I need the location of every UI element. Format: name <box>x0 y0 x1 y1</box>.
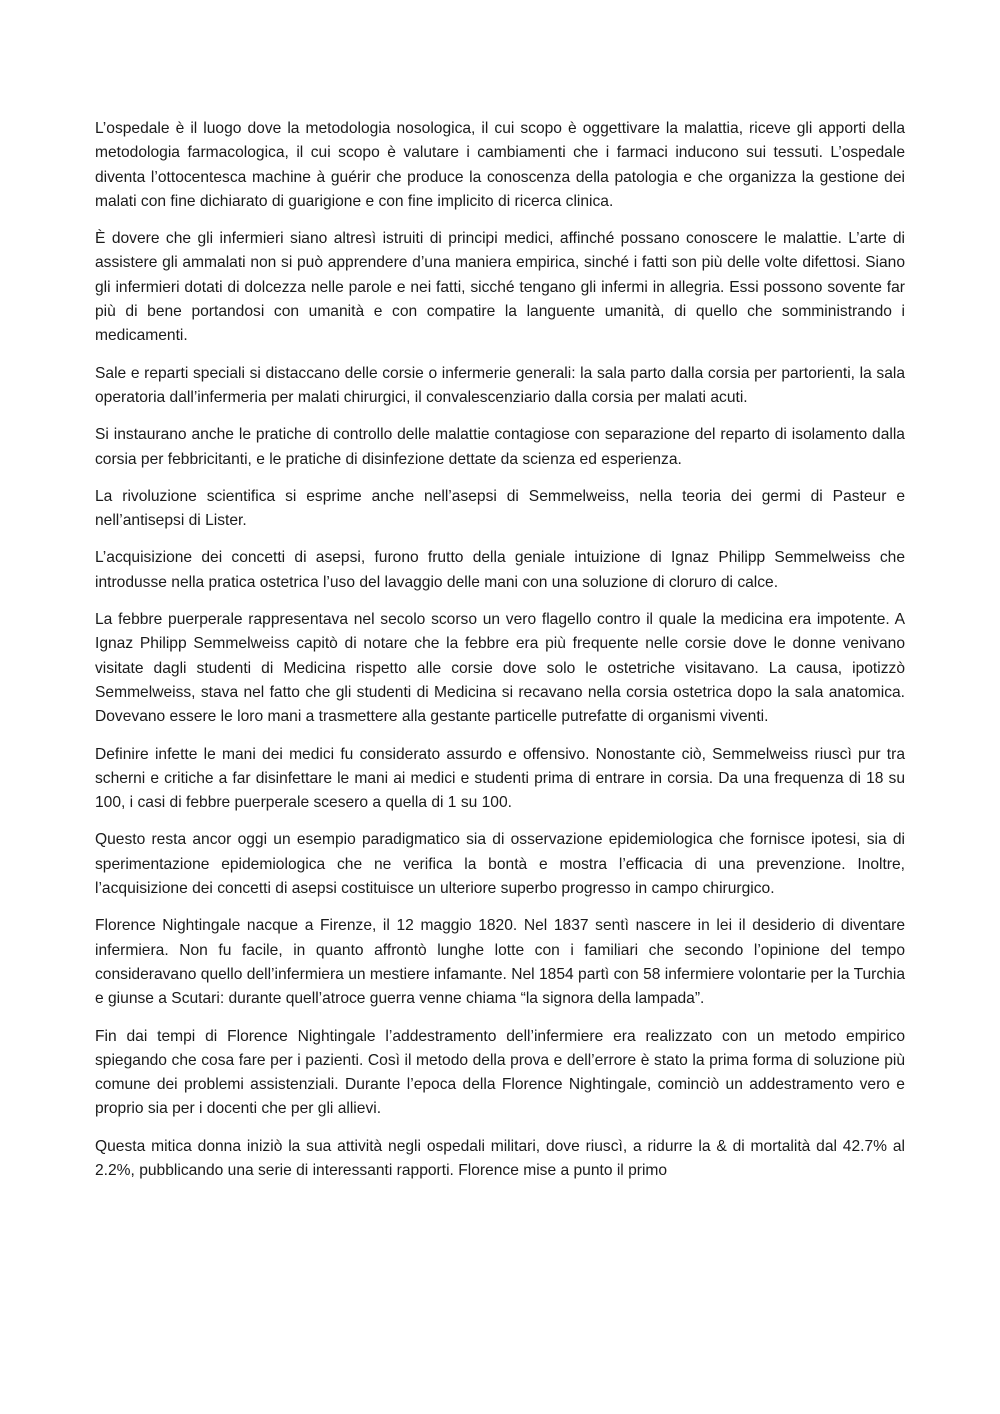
paragraph-scientific-revolution: La rivoluzione scientifica si esprime anche nell’asepsi di Semmelweiss, nella teoria dei germi di Pasteur e nell’antisepsi di Lister. <box>95 487 905 530</box>
paragraph-military-hospitals: Questa mitica donna iniziò la sua attività negli ospedali militari, dove riuscì, a ridurre la & di mortalità dal 42.7% al 2.2%, pubblicando una serie di interessanti rapporti. Florence mise a punto il primo <box>95 1137 905 1179</box>
paragraph-nurse-training: Fin dai tempi di Florence Nightingale l’addestramento dell’infermiere era realizzato con un metodo empirico spiegando che cosa fare per i pazienti. Così il metodo della prova e dell’errore è stato la prima forma di soluzione più comune dei problemi assistenziali. Durante l’epoca della Florence Nightingale, cominciò un addestramento vero e proprio sia per i docenti che per gli allievi. <box>95 1027 905 1118</box>
paragraph-asepsis-concepts: L’acquisizione dei concetti di asepsi, furono frutto della geniale intuizione di Ignaz Philipp Semmelweiss che introdusse nella pratica ostetrica l’uso del lavaggio delle mani con una soluzione di cloruro di calce. <box>95 549 905 591</box>
paragraph-paradigmatic-example: Questo resta ancor oggi un esempio paradigmatico sia di osservazione epidemiologica che fornisce ipotesi, sia di sperimentazione epidemiologica che ne verifica la bontà e mostra l’efficacia di una prevenzione. Inoltre, l’acquisizione dei concetti di asepsi costituisce un ulteriore superbo progresso in campo chirurgico. <box>95 831 905 898</box>
paragraph-florence-nightingale: Florence Nightingale nacque a Firenze, il 12 maggio 1820. Nel 1837 sentì nascere in lei il desiderio di diventare infermiera. Non fu facile, in quanto affrontò lunghe lotte con i familiari che secondo l’opinione del tempo consideravano quello dell’infermiera un mestiere infamante. Nel 1854 partì con 58 infermiere volontarie per la Turchia e giunse a Scutari: durante quell’atroce guerra venne chiama “la signora della lampada”. <box>95 917 905 1008</box>
paragraph-hand-disinfection: Definire infette le mani dei medici fu considerato assurdo e offensivo. Nonostante ciò, Semmelweiss riuscì pur tra scherni e critiche a far disinfettare le mani ai medici e studenti prima di entrare in corsia. Da una frequenza di 18 su 100, i casi di febbre puerperale scesero a quella di 1 su 100. <box>95 745 905 812</box>
paragraph-nurse-duties: È dovere che gli infermieri siano altresì istruiti di principi medici, affinché possano conoscere le malattie. L’arte di assistere gli ammalati non si può apprendere d’una maniera empirica, sinché i fatti son più delle volte difettosi. Siano gli infermieri dotati di dolcezza nelle parole e nei fatti, sicché tengano gli infermi in allegria. Essi possono sovente far più di bene portandosi con umanità e con compatire la languente umanità, di quello che somministrando i medicamenti. <box>95 230 905 345</box>
paragraph-special-wards: Sale e reparti speciali si distaccano delle corsie o infermerie generali: la sala parto dalla corsia per partorienti, la sala operatoria dall’infermeria per malati chirurgici, il convalescenziario dalla corsia per malati acuti. <box>95 364 905 406</box>
paragraph-contagious-control: Si instaurano anche le pratiche di controllo delle malattie contagiose con separazione del reparto di isolamento dalla corsia per febbricitanti, e le pratiche di disinfezione dettate da scienza ed esperienza. <box>95 426 905 468</box>
paragraph-puerperal-fever: La febbre puerperale rappresentava nel secolo scorso un vero flagello contro il quale la medicina era impotente. A Ignaz Philipp Semmelweiss capitò di notare che la febbre era più frequente nelle corsie dove le donne venivano visitate dagli studenti di Medicina rispetto alle corsie dove solo le ostetriche visitavano. La causa, ipotizzò Semmelweiss, stava nel fatto che gli studenti di Medicina si recavano nella corsia ostetrica dopo la sala anatomica. Dovevano essere le loro mani a trasmettere alla gestante particelle putrefatte di organismi viventi. <box>95 611 905 726</box>
paragraph-hospital-definition: L’ospedale è il luogo dove la metodologia nosologica, il cui scopo è oggettivare la malattia, riceve gli apporti della metodologia farmacologica, il cui scopo è valutare i cambiamenti che i farmaci inducono sui tessuti. L’ospedale diventa l’ottocentesca machine à guérir che produce la conoscenza della patologia e che organizza la gestione dei malati con fine dichiarato di guarigione e con fine implicito di ricerca clinica. <box>95 120 905 210</box>
